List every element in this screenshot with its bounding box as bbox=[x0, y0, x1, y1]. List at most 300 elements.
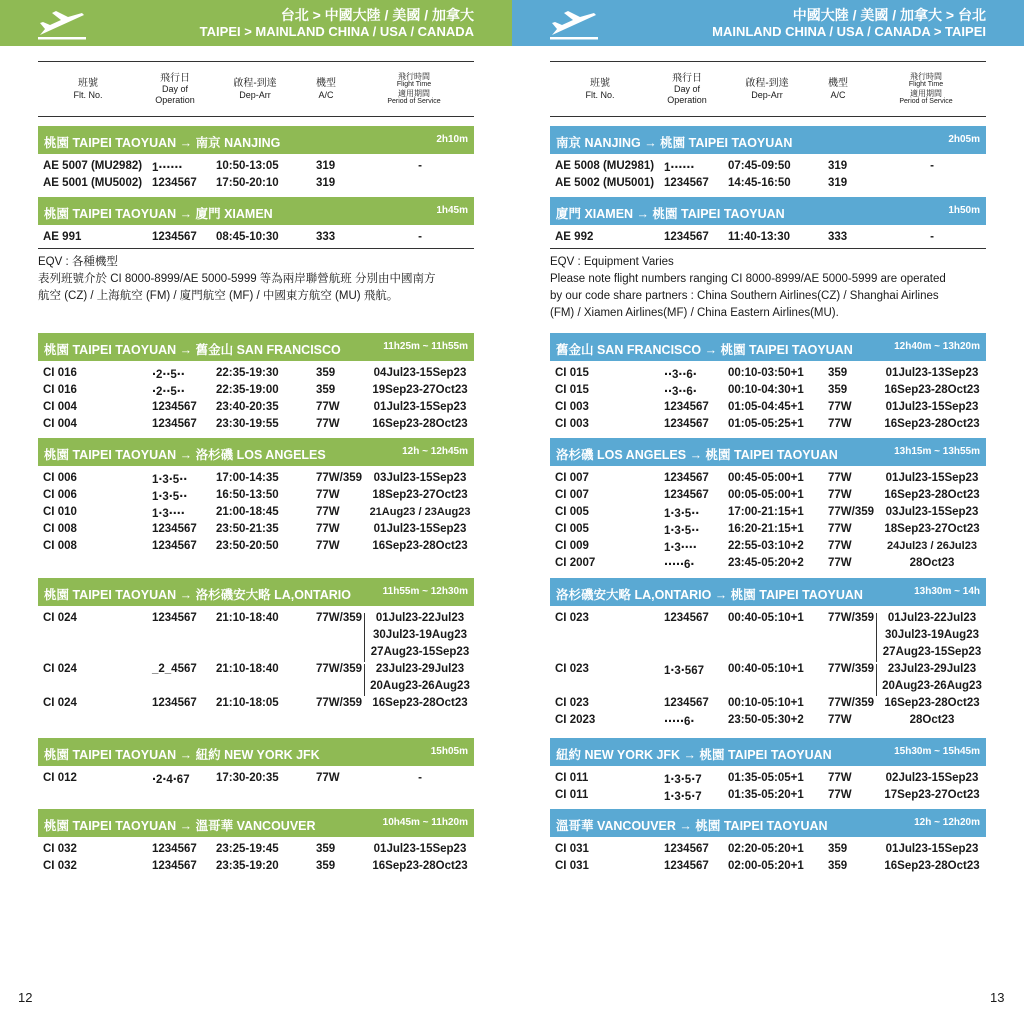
days-of-operation: 1‧‧‧‧‧‧ bbox=[152, 162, 183, 174]
aircraft-type: 77W bbox=[828, 772, 852, 784]
aircraft-type: 77W bbox=[828, 540, 852, 552]
days-of-operation: 1‧3‧‧‧‧ bbox=[664, 542, 697, 554]
flight-row bbox=[550, 540, 986, 557]
period-of-service: 19Sep23-27Oct23 bbox=[372, 384, 468, 396]
aircraft-type: 77W bbox=[828, 523, 852, 535]
flight-list bbox=[38, 843, 474, 877]
days-of-operation: _2_4567 bbox=[152, 663, 197, 675]
period-bracket bbox=[876, 613, 877, 662]
flight-number: CI 032 bbox=[43, 843, 77, 855]
aircraft-type: 333 bbox=[316, 231, 336, 243]
flight-row bbox=[550, 789, 986, 806]
dep-arr-time: 16:50-13:50 bbox=[216, 489, 279, 501]
route-title: 洛杉磯 LOS ANGELES → 桃園 TAIPEI TAOYUAN bbox=[556, 448, 838, 462]
route-header bbox=[550, 738, 986, 766]
period-of-service: 03Jul23-15Sep23 bbox=[885, 506, 979, 518]
dep-arr-time: 21:10-18:40 bbox=[216, 663, 279, 675]
days-of-operation: 1234567 bbox=[152, 401, 197, 413]
page-number: 13 bbox=[990, 990, 1005, 1005]
page-banner bbox=[0, 0, 512, 46]
flight-row bbox=[38, 177, 474, 194]
flight-row bbox=[38, 384, 474, 401]
aircraft-type: 77W bbox=[828, 489, 852, 501]
route-title: 南京 NANJING → 桃園 TAIPEI TAOYUAN bbox=[556, 136, 793, 150]
days-of-operation: ‧2‧‧5‧‧ bbox=[152, 369, 185, 381]
flight-number: CI 023 bbox=[555, 612, 589, 624]
flight-number: CI 007 bbox=[555, 489, 589, 501]
dep-arr-time: 22:35-19:30 bbox=[216, 367, 279, 379]
route-header bbox=[38, 126, 474, 154]
route-duration: 11h25m ~ 11h55m bbox=[383, 341, 468, 352]
aircraft-type: 77W bbox=[828, 418, 852, 430]
flight-row bbox=[550, 612, 986, 629]
flight-row bbox=[38, 472, 474, 489]
period-of-service: 23Jul23-29Jul23 bbox=[375, 663, 465, 675]
flight-row bbox=[550, 506, 986, 523]
dep-arr-time: 02:20-05:20+1 bbox=[728, 843, 804, 855]
flight-list bbox=[550, 367, 986, 435]
flight-number: CI 008 bbox=[43, 523, 77, 535]
route-title: 舊金山 SAN FRANCISCO → 桃園 TAIPEI TAOYUAN bbox=[556, 343, 853, 357]
period-of-service: 20Aug23-26Aug23 bbox=[882, 680, 982, 692]
period-of-service: 30Jul23-19Aug23 bbox=[885, 629, 979, 641]
days-of-operation: 1‧3‧5‧7 bbox=[664, 791, 702, 803]
flight-row bbox=[38, 629, 474, 646]
flight-row bbox=[38, 646, 474, 663]
period-of-service: 18Sep23-27Oct23 bbox=[372, 489, 468, 501]
flight-number: CI 016 bbox=[43, 367, 77, 379]
days-of-operation: ‧‧‧‧‧6‧ bbox=[664, 559, 695, 571]
days-of-operation: 1‧3‧5‧7 bbox=[664, 774, 702, 786]
route-duration: 1h45m bbox=[436, 205, 468, 216]
period-of-service: - bbox=[418, 772, 422, 784]
dep-arr-time: 22:35-19:00 bbox=[216, 384, 279, 396]
flight-number: AE 5001 (MU5002) bbox=[43, 177, 143, 189]
flight-row bbox=[550, 401, 986, 418]
aircraft-type: 77W bbox=[316, 489, 340, 501]
period-bracket bbox=[364, 613, 365, 662]
flight-number: CI 023 bbox=[555, 697, 589, 709]
period-of-service: 01Jul23-15Sep23 bbox=[373, 401, 467, 413]
flight-number: CI 031 bbox=[555, 843, 589, 855]
flight-row bbox=[550, 663, 986, 680]
flight-row bbox=[550, 772, 986, 789]
flight-number: CI 023 bbox=[555, 663, 589, 675]
aircraft-type: 77W bbox=[828, 472, 852, 484]
aircraft-type: 77W bbox=[828, 401, 852, 413]
flight-number: CI 015 bbox=[555, 384, 589, 396]
period-of-service: 16Sep23-28Oct23 bbox=[884, 384, 980, 396]
column-header bbox=[38, 61, 474, 117]
route-title: 溫哥華 VANCOUVER → 桃園 TAIPEI TAOYUAN bbox=[556, 819, 828, 833]
route-header bbox=[550, 578, 986, 606]
aircraft-type: 77W/359 bbox=[828, 506, 875, 518]
route-header bbox=[38, 438, 474, 466]
banner-title-zh: 台北 > 中國大陸 / 美國 / 加拿大 bbox=[280, 7, 474, 23]
aircraft-type: 77W/359 bbox=[828, 697, 875, 709]
dep-arr-time: 23:25-19:45 bbox=[216, 843, 279, 855]
period-of-service: - bbox=[930, 160, 934, 172]
page-number: 12 bbox=[18, 990, 33, 1005]
flight-number: CI 009 bbox=[555, 540, 589, 552]
flight-row bbox=[38, 663, 474, 680]
dep-arr-time: 23:50-05:30+2 bbox=[728, 714, 804, 726]
flight-row bbox=[38, 860, 474, 877]
col-aircraft: 機型 A/C bbox=[828, 78, 848, 100]
route-duration: 15h05m bbox=[430, 746, 468, 757]
flight-row bbox=[38, 697, 474, 714]
period-of-service: 16Sep23-28Oct23 bbox=[372, 697, 468, 709]
period-of-service: 16Sep23-28Oct23 bbox=[372, 860, 468, 872]
flight-row bbox=[550, 231, 986, 248]
flight-number: CI 012 bbox=[43, 772, 77, 784]
aircraft-type: 77W bbox=[316, 418, 340, 430]
period-of-service: - bbox=[418, 231, 422, 243]
aircraft-type: 359 bbox=[316, 860, 336, 872]
route-header bbox=[550, 126, 986, 154]
flight-list bbox=[550, 472, 986, 574]
dep-arr-time: 21:10-18:05 bbox=[216, 697, 279, 709]
period-of-service: 30Jul23-19Aug23 bbox=[373, 629, 467, 641]
flight-row bbox=[550, 843, 986, 860]
footnote-line: 航空 (CZ) / 上海航空 (FM) / 廈門航空 (MF) / 中國東方航空 (MU) 飛航。 bbox=[38, 290, 399, 302]
days-of-operation: 1‧3‧5‧‧ bbox=[152, 474, 188, 486]
dep-arr-time: 21:10-18:40 bbox=[216, 612, 279, 624]
dep-arr-time: 23:40-20:35 bbox=[216, 401, 279, 413]
flight-row bbox=[38, 160, 474, 177]
banner-title-en: TAIPEI > MAINLAND CHINA / USA / CANADA bbox=[199, 24, 474, 39]
aircraft-type: 319 bbox=[316, 160, 336, 172]
days-of-operation: 1234567 bbox=[664, 697, 709, 709]
route-header bbox=[38, 578, 474, 606]
airplane-icon bbox=[550, 11, 598, 41]
dep-arr-time: 17:00-21:15+1 bbox=[728, 506, 804, 518]
period-of-service: 20Aug23-26Aug23 bbox=[370, 680, 470, 692]
flight-row bbox=[550, 557, 986, 574]
flight-list bbox=[38, 160, 474, 194]
days-of-operation: ‧2‧4‧67 bbox=[152, 774, 190, 786]
route-header bbox=[550, 438, 986, 466]
dep-arr-time: 17:30-20:35 bbox=[216, 772, 279, 784]
flight-row bbox=[550, 714, 986, 731]
days-of-operation: ‧‧‧‧‧6‧ bbox=[664, 716, 695, 728]
period-of-service: 01Jul23-15Sep23 bbox=[373, 843, 467, 855]
divider bbox=[38, 248, 474, 249]
flight-row bbox=[550, 860, 986, 877]
aircraft-type: 77W/359 bbox=[828, 663, 875, 675]
aircraft-type: 77W/359 bbox=[316, 612, 363, 624]
dep-arr-time: 01:05-04:45+1 bbox=[728, 401, 804, 413]
flight-row bbox=[550, 367, 986, 384]
flight-number: CI 016 bbox=[43, 384, 77, 396]
aircraft-type: 359 bbox=[316, 367, 336, 379]
airplane-icon bbox=[38, 11, 86, 41]
dep-arr-time: 00:10-03:50+1 bbox=[728, 367, 804, 379]
flight-row bbox=[38, 489, 474, 506]
flight-number: CI 008 bbox=[43, 540, 77, 552]
days-of-operation: 1234567 bbox=[152, 843, 197, 855]
dep-arr-time: 00:10-04:30+1 bbox=[728, 384, 804, 396]
days-of-operation: 1234567 bbox=[152, 177, 197, 189]
col-dep-arr: 啟程-到達 Dep-Arr bbox=[233, 78, 277, 100]
aircraft-type: 77W/359 bbox=[828, 612, 875, 624]
flight-row bbox=[38, 772, 474, 789]
flight-row bbox=[550, 697, 986, 714]
flight-list bbox=[38, 612, 474, 714]
route-title: 紐約 NEW YORK JFK → 桃園 TAIPEI TAOYUAN bbox=[556, 748, 832, 762]
aircraft-type: 359 bbox=[828, 843, 848, 855]
days-of-operation: 1234567 bbox=[664, 612, 709, 624]
col-aircraft: 機型 A/C bbox=[316, 78, 336, 100]
divider bbox=[550, 248, 986, 249]
aircraft-type: 333 bbox=[828, 231, 848, 243]
dep-arr-time: 01:35-05:20+1 bbox=[728, 789, 804, 801]
aircraft-type: 77W bbox=[316, 523, 340, 535]
dep-arr-time: 17:00-14:35 bbox=[216, 472, 279, 484]
aircraft-type: 77W bbox=[316, 506, 340, 518]
dep-arr-time: 23:50-20:50 bbox=[216, 540, 279, 552]
period-of-service: 01Jul23-13Sep23 bbox=[885, 367, 979, 379]
right-page bbox=[512, 0, 1024, 1024]
days-of-operation: ‧2‧‧5‧‧ bbox=[152, 386, 185, 398]
flight-list bbox=[550, 612, 986, 731]
days-of-operation: 1234567 bbox=[152, 860, 197, 872]
route-duration: 13h30m ~ 14h bbox=[914, 586, 980, 597]
period-of-service: 02Jul23-15Sep23 bbox=[885, 772, 979, 784]
flight-list bbox=[38, 367, 474, 435]
period-of-service: 16Sep23-28Oct23 bbox=[884, 418, 980, 430]
route-duration: 2h10m bbox=[436, 134, 468, 145]
days-of-operation: 1234567 bbox=[664, 231, 709, 243]
dep-arr-time: 08:45-10:30 bbox=[216, 231, 279, 243]
flight-list bbox=[38, 231, 474, 248]
route-title: 洛杉磯安大略 LA,ONTARIO → 桃園 TAIPEI TAOYUAN bbox=[556, 588, 863, 602]
route-header bbox=[550, 197, 986, 225]
period-of-service: 23Jul23-29Jul23 bbox=[887, 663, 977, 675]
period-of-service: 16Sep23-28Oct23 bbox=[884, 489, 980, 501]
period-of-service: 16Sep23-28Oct23 bbox=[884, 697, 980, 709]
col-day-of-operation: 飛行日 Day of Operation bbox=[155, 72, 195, 105]
period-of-service: - bbox=[930, 231, 934, 243]
days-of-operation: 1234567 bbox=[664, 489, 709, 501]
route-title: 桃園 TAIPEI TAOYUAN → 南京 NANJING bbox=[44, 136, 281, 150]
period-of-service: 03Jul23-15Sep23 bbox=[373, 472, 467, 484]
days-of-operation: 1234567 bbox=[664, 860, 709, 872]
days-of-operation: 1‧‧‧‧‧‧ bbox=[664, 162, 695, 174]
route-duration: 12h40m ~ 13h20m bbox=[894, 341, 980, 352]
aircraft-type: 319 bbox=[828, 177, 848, 189]
flight-list bbox=[550, 772, 986, 806]
route-duration: 2h05m bbox=[948, 134, 980, 145]
banner-title-en-sub: MAINLAND CHINA / USA / CANADA > TAIPEI bbox=[712, 24, 986, 39]
days-of-operation: 1‧3‧‧‧‧ bbox=[152, 508, 185, 520]
period-of-service: 04Jul23-15Sep23 bbox=[373, 367, 467, 379]
flight-number: CI 011 bbox=[555, 772, 589, 784]
route-duration: 11h55m ~ 12h30m bbox=[382, 586, 468, 597]
flight-row bbox=[550, 418, 986, 435]
dep-arr-time: 16:20-21:15+1 bbox=[728, 523, 804, 535]
days-of-operation: 1234567 bbox=[152, 523, 197, 535]
flight-row bbox=[550, 177, 986, 194]
flight-number: CI 004 bbox=[43, 401, 77, 413]
days-of-operation: 1234567 bbox=[664, 177, 709, 189]
aircraft-type: 77W bbox=[828, 557, 852, 569]
dep-arr-time: 23:30-19:55 bbox=[216, 418, 279, 430]
days-of-operation: ‧‧3‧‧6‧ bbox=[664, 386, 697, 398]
route-title: 廈門 XIAMEN → 桃園 TAIPEI TAOYUAN bbox=[556, 207, 785, 221]
flight-number: AE 5008 (MU2981) bbox=[555, 160, 655, 172]
period-of-service: 01Jul23-15Sep23 bbox=[885, 843, 979, 855]
period-of-service: 28Oct23 bbox=[909, 714, 955, 726]
period-of-service: 16Sep23-28Oct23 bbox=[372, 418, 468, 430]
flight-row bbox=[550, 384, 986, 401]
col-dep-arr: 啟程-到達 Dep-Arr bbox=[745, 78, 789, 100]
flight-row bbox=[550, 680, 986, 697]
days-of-operation: 1234567 bbox=[152, 418, 197, 430]
days-of-operation: 1234567 bbox=[152, 612, 197, 624]
dep-arr-time: 23:45-05:20+2 bbox=[728, 557, 804, 569]
col-flight-time-period: 飛行時間 Flight Time 適用期間 Period of Service bbox=[387, 71, 441, 106]
dep-arr-time: 21:00-18:45 bbox=[216, 506, 279, 518]
flight-row bbox=[550, 160, 986, 177]
footnote-line: EQV : 各種機型 bbox=[38, 256, 118, 268]
flight-row bbox=[550, 646, 986, 663]
aircraft-type: 77W bbox=[828, 714, 852, 726]
flight-row bbox=[38, 418, 474, 435]
dep-arr-time: 02:00-05:20+1 bbox=[728, 860, 804, 872]
dep-arr-time: 00:40-05:10+1 bbox=[728, 612, 804, 624]
period-bracket bbox=[364, 664, 365, 696]
days-of-operation: 1‧3‧5‧‧ bbox=[664, 525, 700, 537]
days-of-operation: 1234567 bbox=[664, 401, 709, 413]
flight-number: CI 006 bbox=[43, 472, 77, 484]
period-of-service: 16Sep23-28Oct23 bbox=[884, 860, 980, 872]
flight-number: AE 991 bbox=[43, 231, 82, 243]
flight-number: CI 007 bbox=[555, 472, 589, 484]
aircraft-type: 77W bbox=[316, 772, 340, 784]
flight-number: CI 2023 bbox=[555, 714, 596, 726]
flight-row bbox=[550, 523, 986, 540]
aircraft-type: 359 bbox=[316, 384, 336, 396]
flight-number: CI 010 bbox=[43, 506, 77, 518]
route-header bbox=[38, 333, 474, 361]
days-of-operation: 1234567 bbox=[152, 540, 197, 552]
route-duration: 10h45m ~ 11h20m bbox=[382, 817, 468, 828]
flight-number: CI 003 bbox=[555, 401, 589, 413]
period-of-service: 27Aug23-15Sep23 bbox=[882, 646, 982, 658]
flight-number: CI 024 bbox=[43, 697, 77, 709]
days-of-operation: 1‧3‧5‧‧ bbox=[664, 508, 700, 520]
period-of-service: 17Sep23-27Oct23 bbox=[884, 789, 980, 801]
flight-number: CI 003 bbox=[555, 418, 589, 430]
dep-arr-time: 01:35-05:05+1 bbox=[728, 772, 804, 784]
period-of-service: 27Aug23-15Sep23 bbox=[370, 646, 470, 658]
aircraft-type: 359 bbox=[316, 843, 336, 855]
flight-row bbox=[38, 523, 474, 540]
aircraft-type: 359 bbox=[828, 367, 848, 379]
flight-row bbox=[550, 472, 986, 489]
flight-list bbox=[38, 472, 474, 557]
flight-row bbox=[38, 231, 474, 248]
flight-number: CI 006 bbox=[43, 489, 77, 501]
aircraft-type: 77W/359 bbox=[316, 663, 363, 675]
route-header bbox=[550, 333, 986, 361]
period-of-service: 16Sep23-28Oct23 bbox=[372, 540, 468, 552]
flight-list bbox=[38, 772, 474, 789]
flight-list bbox=[550, 160, 986, 194]
route-duration: 15h30m ~ 15h45m bbox=[894, 746, 980, 757]
dep-arr-time: 00:05-05:00+1 bbox=[728, 489, 804, 501]
flight-number: CI 032 bbox=[43, 860, 77, 872]
period-of-service: 01Jul23-15Sep23 bbox=[885, 401, 979, 413]
period-bracket bbox=[876, 664, 877, 696]
dep-arr-time: 01:05-05:25+1 bbox=[728, 418, 804, 430]
route-title: 桃園 TAIPEI TAOYUAN → 廈門 XIAMEN bbox=[44, 207, 273, 221]
flight-row bbox=[38, 367, 474, 384]
dep-arr-time: 00:10-05:10+1 bbox=[728, 697, 804, 709]
period-of-service: 28Oct23 bbox=[909, 557, 955, 569]
footnote-line: EQV : Equipment Varies bbox=[550, 256, 674, 268]
flight-number: CI 2007 bbox=[555, 557, 596, 569]
dep-arr-time: 23:50-21:35 bbox=[216, 523, 279, 535]
days-of-operation: 1234567 bbox=[664, 843, 709, 855]
period-of-service: 18Sep23-27Oct23 bbox=[884, 523, 980, 535]
days-of-operation: 1234567 bbox=[664, 418, 709, 430]
flight-number: CI 005 bbox=[555, 506, 589, 518]
route-duration: 1h50m bbox=[948, 205, 980, 216]
days-of-operation: 1‧3‧5‧‧ bbox=[152, 491, 188, 503]
period-of-service: 01Jul23-15Sep23 bbox=[885, 472, 979, 484]
flight-row bbox=[38, 506, 474, 523]
aircraft-type: 77W bbox=[316, 540, 340, 552]
days-of-operation: 1234567 bbox=[664, 472, 709, 484]
footnote-line: Please note flight numbers ranging CI 8000-8999/AE 5000-5999 are operated bbox=[550, 273, 946, 285]
flight-row bbox=[38, 401, 474, 418]
period-of-service: 01Jul23-22Jul23 bbox=[375, 612, 465, 624]
footnote bbox=[550, 254, 986, 322]
aircraft-type: 77W/359 bbox=[316, 472, 363, 484]
footnote-line: by our code share partners : China Southern Airlines(CZ) / Shanghai Airlines bbox=[550, 290, 939, 302]
footnote-line: (FM) / Xiamen Airlines(MF) / China Eastern Airlines(MU). bbox=[550, 307, 839, 319]
route-header bbox=[38, 809, 474, 837]
flight-row bbox=[38, 680, 474, 697]
footnote-line: 表列班號介於 CI 8000-8999/AE 5000-5999 等為兩岸聯營航班 分別由中國南方 bbox=[38, 273, 436, 285]
route-duration: 12h ~ 12h20m bbox=[914, 817, 980, 828]
flight-row bbox=[38, 540, 474, 557]
period-of-service: 01Jul23-22Jul23 bbox=[887, 612, 977, 624]
col-day-of-operation: 飛行日 Day of Operation bbox=[667, 72, 707, 105]
flight-number: CI 004 bbox=[43, 418, 77, 430]
flight-number: AE 5007 (MU2982) bbox=[43, 160, 143, 172]
aircraft-type: 359 bbox=[828, 384, 848, 396]
route-duration: 13h15m ~ 13h55m bbox=[894, 446, 980, 457]
dep-arr-time: 11:40-13:30 bbox=[728, 231, 791, 243]
period-of-service: 01Jul23-15Sep23 bbox=[373, 523, 467, 535]
flight-number: AE 5002 (MU5001) bbox=[555, 177, 655, 189]
col-flight-time-period: 飛行時間 Flight Time 適用期間 Period of Service bbox=[899, 71, 953, 106]
period-of-service: 24Jul23 / 26Jul23 bbox=[887, 540, 977, 552]
route-title: 桃園 TAIPEI TAOYUAN → 舊金山 SAN FRANCISCO bbox=[44, 343, 341, 357]
aircraft-type: 319 bbox=[828, 160, 848, 172]
dep-arr-time: 00:45-05:00+1 bbox=[728, 472, 804, 484]
flight-number: AE 992 bbox=[555, 231, 594, 243]
banner-title-en: 中國大陸 / 美國 / 加拿大 > 台北 bbox=[792, 7, 986, 23]
flight-row bbox=[38, 843, 474, 860]
route-header bbox=[38, 738, 474, 766]
dep-arr-time: 10:50-13:05 bbox=[216, 160, 279, 172]
col-flight-number: 班號 Flt. No. bbox=[585, 78, 615, 100]
column-header bbox=[550, 61, 986, 117]
